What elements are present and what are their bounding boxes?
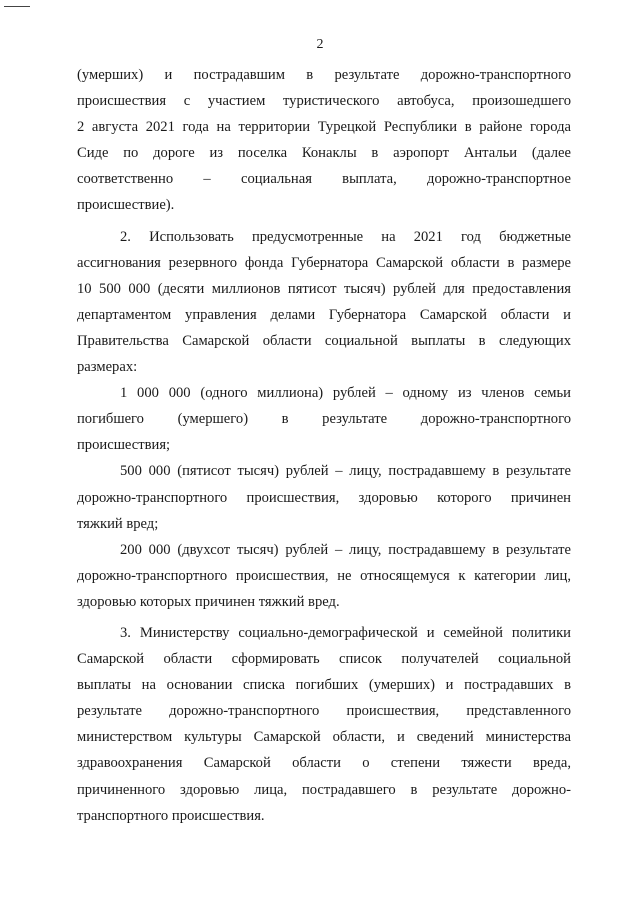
text-line: 1 000 000 (одного миллиона) рублей – одному из членов семьи [120, 385, 571, 402]
text-line: Правительства Самарской области социальной выплаты в следующих [77, 332, 571, 349]
text-line: дорожно-транспортного происшествия, здоровью которого причинен [77, 489, 571, 506]
text-line: (умерших) и пострадавшим в результате дорожно-транспортного [77, 67, 571, 83]
text-line: дорожно-транспортного происшествия, не относящемуся к категории лиц, [77, 567, 571, 584]
document-body [77, 62, 571, 829]
text-line: здравоохранения Самарской области о степени тяжести вреда, [77, 755, 571, 772]
text-line: транспортного происшествия. [77, 807, 265, 824]
text-line: 10 500 000 (десяти миллионов пятисот тысяч) рублей для предоставления [77, 280, 571, 297]
text-line: министерством культуры Самарской области, и сведений министерства [77, 729, 571, 746]
text-line: погибшего (умершего) в результате дорожно-транспортного [77, 411, 571, 428]
text-line: 200 000 (двухсот тысяч) рублей – лицу, пострадавшему в результате [120, 541, 571, 558]
text-line: соответственно – социальная выплата, дорожно-транспортное [77, 171, 571, 188]
text-line: выплаты на основании списка погибших (умерших) и пострадавших в [77, 677, 571, 694]
text-line: 500 000 (пятисот тысяч) рублей – лицу, пострадавшему в результате [120, 463, 571, 480]
text-line: происшествие). [77, 197, 175, 214]
text-line: 3. Министерству социально-демографической и семейной политики [120, 624, 571, 641]
text-line: тяжкий вред; [77, 515, 159, 532]
text-line: Сиде по дороге из поселка Конаклы в аэропорт Антальи (далее [77, 145, 571, 162]
text-line: 2 августа 2021 года на территории Турецкой Республики в районе города [77, 119, 571, 136]
text-line: здоровью которых причинен тяжкий вред. [77, 593, 340, 610]
scan-corner-mark [4, 6, 30, 7]
text-line: размерах: [77, 359, 138, 376]
page-number: 2 [316, 37, 324, 52]
text-line: департаментом управления делами Губернатора Самарской области и [77, 306, 571, 323]
text-line: причиненного здоровью лица, пострадавшего в результате дорожно- [77, 781, 571, 798]
text-line: происшествия с участием туристического автобуса, произошедшего [77, 93, 571, 110]
text-line: ассигнования резервного фонда Губернатора Самарской области в размере [77, 254, 571, 271]
text-line: результате дорожно-транспортного происшествия, представленного [77, 703, 571, 720]
text-line: происшествия; [77, 437, 171, 454]
text-line: 2. Использовать предусмотренные на 2021 год бюджетные [120, 228, 571, 245]
text-line: Самарской области сформировать список получателей социальной [77, 651, 571, 668]
